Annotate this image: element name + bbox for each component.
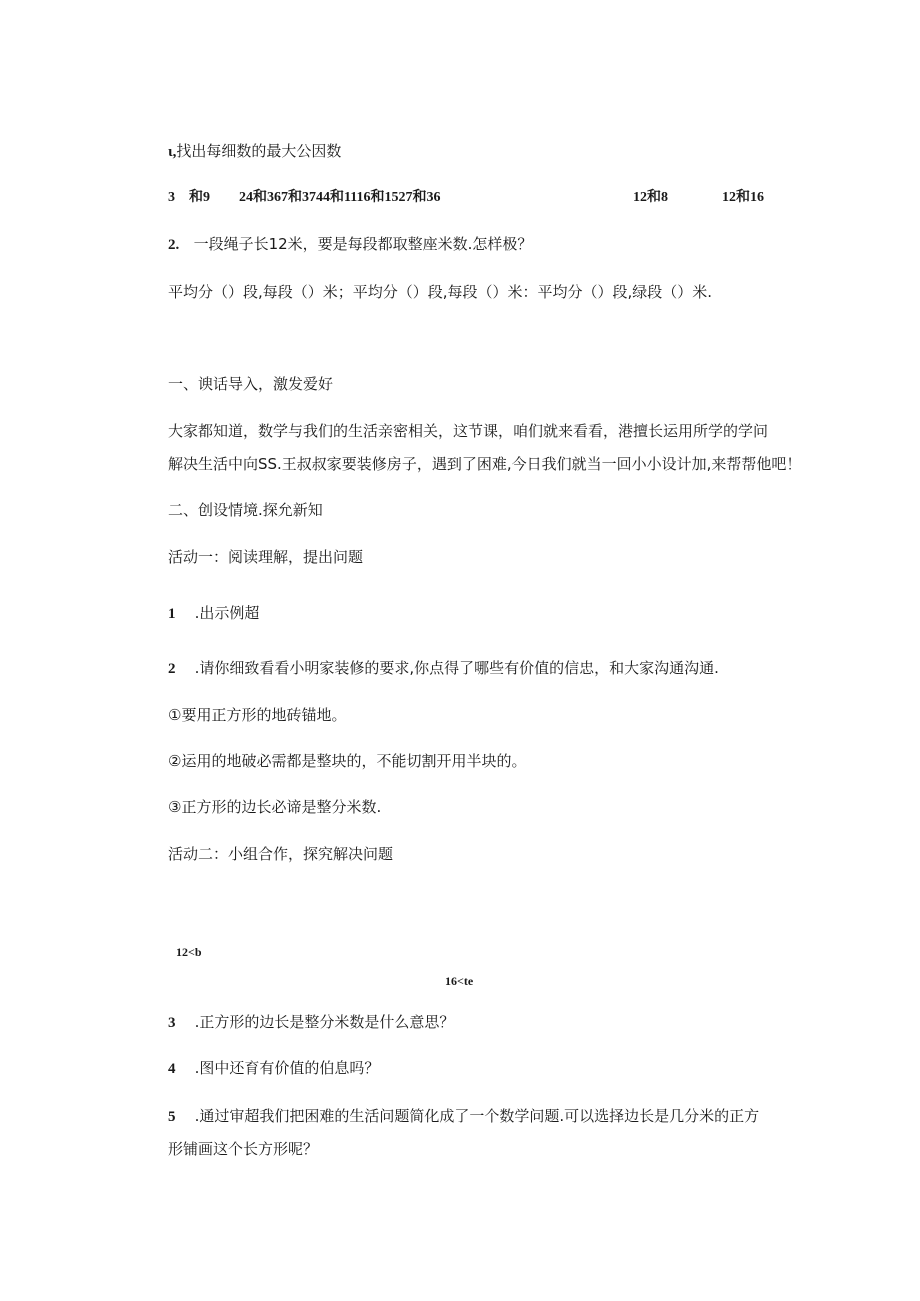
requirement-1: ①要用正方形的地砖锚地。	[168, 706, 347, 724]
list-item-5-text: .通过审超我们把困难的生活问题简化成了一个数学问题.可以选择边长是几分米的正方	[194, 1107, 760, 1125]
list-item-2-text: .请你细致看看小明家装修的要求,你点得了哪些有价值的信忠，和大家沟通沟通.	[194, 659, 719, 677]
number-pair-3: 12和8	[633, 190, 668, 205]
list-item-5-number: 5	[168, 1109, 176, 1125]
list-item-2-number: 2	[168, 661, 176, 677]
section-1-heading: 一、谀话导入，激发爱好	[168, 375, 334, 393]
list-item-1-text: .出示例超	[194, 604, 260, 622]
list-item-4	[168, 1058, 379, 1079]
list-item-4-text: .图中还育有价值的伯息吗？	[194, 1059, 380, 1077]
list-item-3	[168, 1012, 454, 1033]
fill-in-blank-line: 平均分（）段,每段（）米；平均分（）段,每段（）米：平均分（）段,绿段（）米.	[168, 283, 713, 301]
number-pair-1: 3 和9	[168, 190, 210, 205]
question-1-number: ι,	[168, 144, 177, 160]
question-2-number: 2.	[168, 237, 180, 253]
section-1-paragraph-line-2: 解决生活中向SS.王叔叔家要装修房子，遇到了困难,今日我们就当一回小小设计加,来帮帮他吧！	[168, 455, 802, 473]
number-pair-2: 24和367和3744和1116和1527和36	[239, 190, 441, 205]
review-question-1	[168, 141, 341, 162]
question-2-text: 一段绳子长12米，要是每段都取整座米数.怎样极？	[193, 235, 533, 253]
list-item-1-number: 1	[168, 606, 176, 622]
list-item-1	[168, 603, 259, 624]
requirement-2: ②运用的地破必需都是整块的，不能切割开用半块的。	[168, 752, 527, 770]
activity-1-heading: 活动一：阅读理解，提出问题	[168, 548, 364, 566]
activity-2-heading: 活动二：小组合作，探究解决问题	[168, 845, 394, 863]
list-item-5	[168, 1106, 759, 1127]
list-item-3-number: 3	[168, 1015, 176, 1031]
list-item-2	[168, 658, 719, 679]
question-1-text: 找出每细数的最大公因数	[176, 142, 342, 160]
review-question-2	[168, 234, 532, 255]
number-pair-4: 12和16	[722, 190, 764, 205]
requirement-3: ③正方形的边长必谛是整分米数.	[168, 798, 382, 816]
section-1-paragraph-line-1: 大家都知道，数学与我们的生活亲密相关，这节课，咱们就来看看，港擅长运用所学的学问	[168, 422, 769, 440]
list-item-5-continuation: 形铺画这个长方形呢？	[168, 1140, 319, 1158]
figure-length-label: 16<te	[445, 974, 474, 988]
list-item-4-number: 4	[168, 1061, 176, 1077]
list-item-3-text: .正方形的边长是整分米数是什么意思？	[194, 1013, 455, 1031]
figure-width-label: 12<b	[176, 945, 202, 959]
section-2-heading: 二、创设情境.探允新知	[168, 501, 323, 519]
